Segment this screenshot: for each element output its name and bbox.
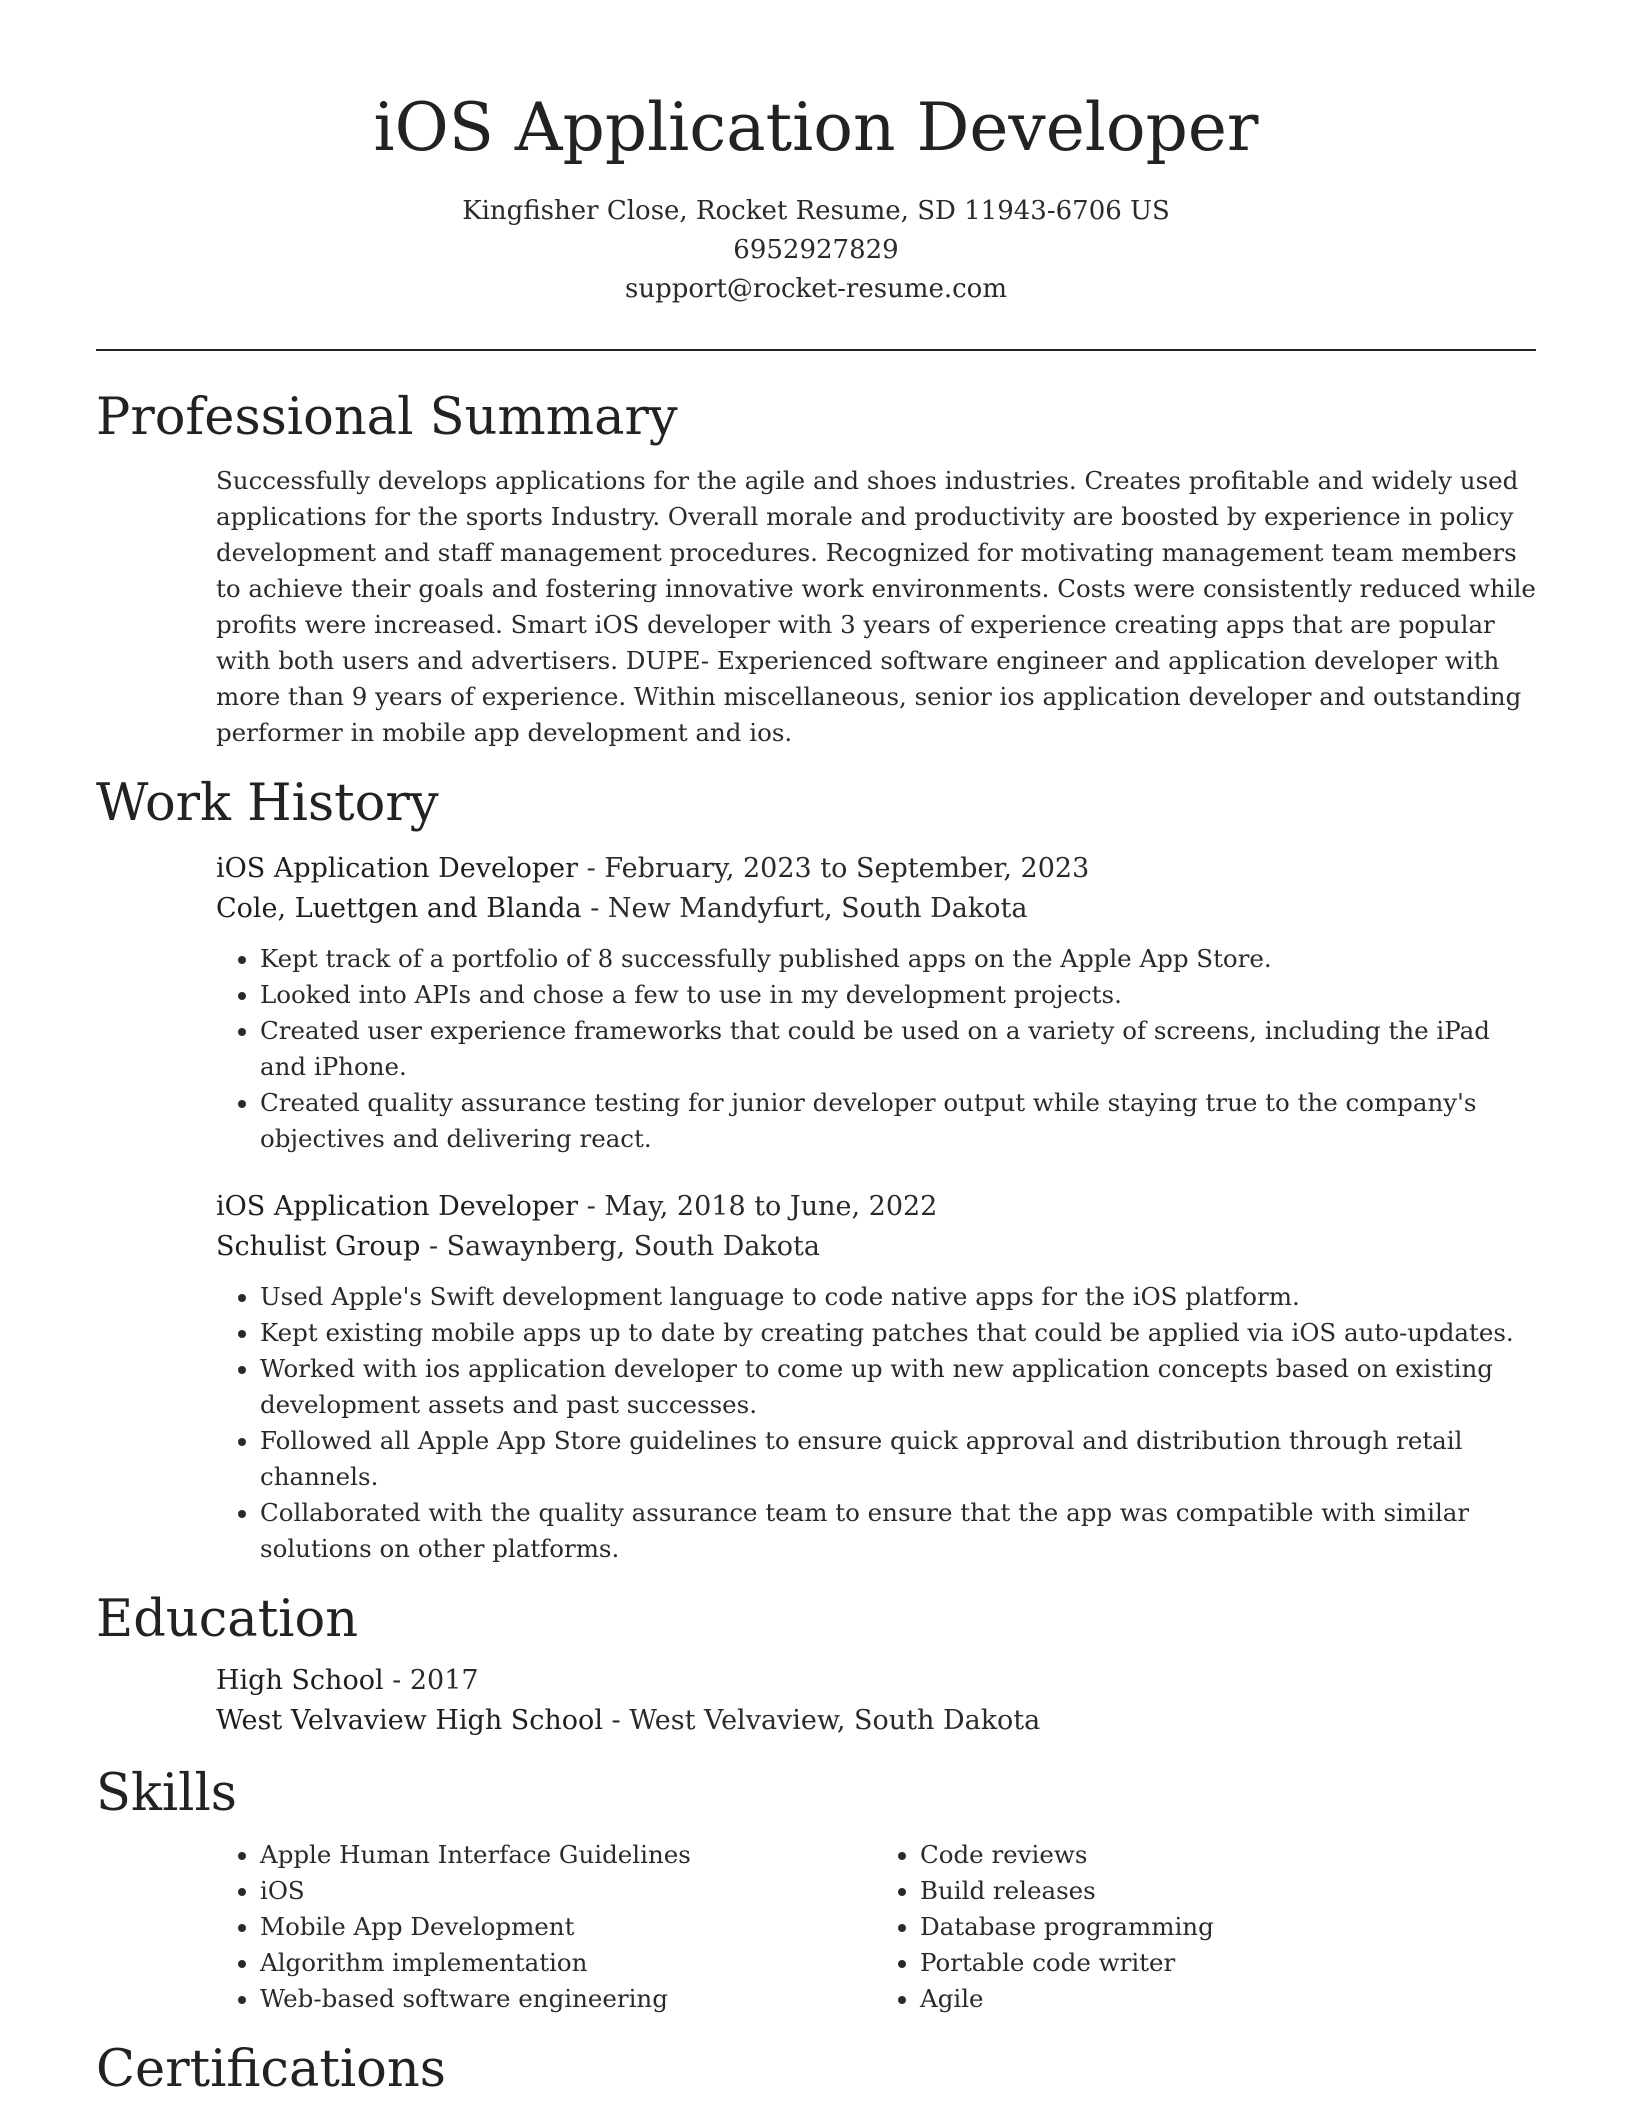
contact-address: Kingfisher Close, Rocket Resume, SD 11943-6706 US: [462, 196, 1170, 226]
work-history-heading: Work History: [96, 774, 439, 833]
job-title-line: [216, 849, 1536, 889]
summary-heading: Professional Summary: [96, 388, 678, 447]
job-company: Cole, Luettgen and Blanda: [216, 893, 582, 924]
skill-item: • Portable code writer: [920, 1945, 1536, 1981]
skills-list-right: [876, 1837, 1536, 2017]
education-school: West Velvaview High School: [216, 1705, 603, 1736]
skill-item: • iOS: [260, 1873, 876, 1909]
skills-section: [96, 1763, 1536, 2017]
job-title-line: [216, 1187, 1536, 1227]
resume-name: iOS Application Developer: [373, 89, 1259, 166]
job-dates: - May, 2018 to June, 2022: [578, 1191, 938, 1222]
job-bullet: • Worked with ios application developer to come up with new application concepts based on existing development assets and past successes.: [260, 1351, 1536, 1423]
certifications-section: [96, 2039, 1536, 2101]
job-dates: - February, 2023 to September, 2023: [578, 853, 1090, 884]
skill-item: • Database programming: [920, 1909, 1536, 1945]
job-bullet: • Used Apple's Swift development language to code native apps for the iOS platform.: [260, 1279, 1536, 1315]
contact-block: [96, 192, 1536, 309]
job-bullet: • Kept track of a portfolio of 8 successfully published apps on the Apple App Store.: [260, 941, 1536, 977]
education-degree-line: [216, 1661, 1536, 1701]
job-company-line: [216, 889, 1536, 929]
skill-item: • Apple Human Interface Guidelines: [260, 1837, 876, 1873]
contact-phone: 6952927829: [733, 235, 899, 265]
resume-header: [96, 0, 1536, 309]
job-bullet: • Kept existing mobile apps up to date by creating patches that could be applied via iOS auto-updates.: [260, 1315, 1536, 1351]
job-location: - Sawaynberg, South Dakota: [420, 1231, 820, 1262]
job-bullets: [216, 941, 1536, 1157]
job-bullet: • Created quality assurance testing for junior developer output while staying true to the company's objectives and delivering react.: [260, 1085, 1536, 1157]
education-heading: Education: [96, 1590, 359, 1649]
job-bullet: • Collaborated with the quality assurance team to ensure that the app was compatible with similar solutions on other platforms.: [260, 1495, 1536, 1567]
job-company: Schulist Group: [216, 1231, 421, 1262]
skills-columns: [216, 1837, 1536, 2017]
education-section: [96, 1589, 1536, 1741]
job-bullets: [216, 1279, 1536, 1567]
contact-email: support@rocket-resume.com: [624, 274, 1007, 304]
job-bullet: • Created user experience frameworks that could be used on a variety of screens, including the iPad and iPhone.: [260, 1013, 1536, 1085]
skill-item: • Build releases: [920, 1873, 1536, 1909]
job-bullet: • Looked into APIs and chose a few to use in my development projects.: [260, 977, 1536, 1013]
job-role: iOS Application Developer: [216, 1191, 579, 1222]
job-entry: [216, 1187, 1536, 1567]
skill-item: • Web-based software engineering: [260, 1981, 876, 2017]
education-school-line: [216, 1701, 1536, 1741]
summary-section: [96, 387, 1536, 751]
job-entry: [216, 849, 1536, 1157]
job-role: iOS Application Developer: [216, 853, 579, 884]
education-year: - 2017: [383, 1665, 479, 1696]
job-company-line: [216, 1227, 1536, 1267]
skill-item: • Agile: [920, 1981, 1536, 2017]
education-location: - West Velvaview, South Dakota: [602, 1705, 1041, 1736]
skill-item: • Mobile App Development: [260, 1909, 876, 1945]
education-degree: High School: [216, 1665, 384, 1696]
summary-text: Successfully develops applications for the agile and shoes industries. Creates profitable and widely used applications for the sports Industry. Overall morale and productivity are boosted by experience in policy development and staff management procedures. Recognized for motivating management team members to achieve their goals and fostering innovative work environments. Costs were consistently reduced while profits were increased. Smart iOS developer with 3 years of experience creating apps that are popular with both users and advertisers. DUPE- Experienced software engineer and application developer with more than 9 years of experience. Within miscellaneous, senior ios application developer and outstanding performer in mobile app development and ios.: [216, 466, 1536, 747]
certifications-heading: Certifications: [96, 2040, 446, 2099]
skills-list-left: [216, 1837, 876, 2017]
skill-item: • Algorithm implementation: [260, 1945, 876, 1981]
header-divider: [96, 349, 1536, 351]
job-location: - New Mandyfurt, South Dakota: [581, 893, 1028, 924]
skill-item: • Code reviews: [920, 1837, 1536, 1873]
skills-heading: Skills: [96, 1764, 237, 1823]
job-bullet: • Followed all Apple App Store guidelines to ensure quick approval and distribution through retail channels.: [260, 1423, 1536, 1495]
work-history-section: [96, 773, 1536, 1567]
